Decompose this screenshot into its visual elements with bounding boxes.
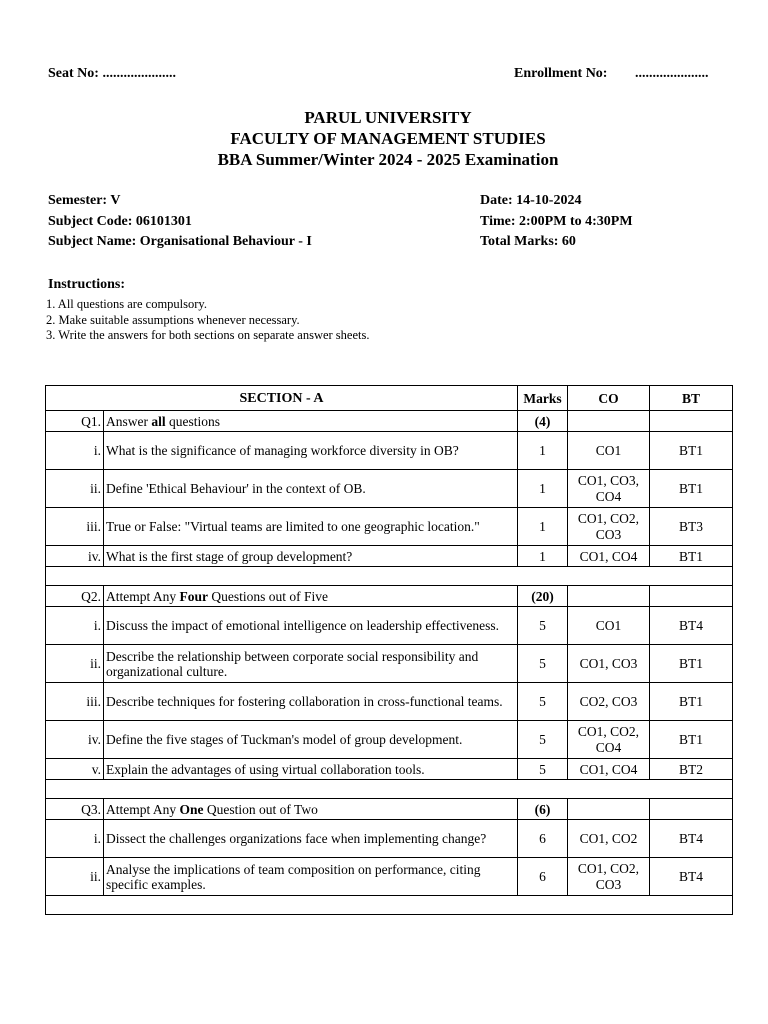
- table-row: [46, 508, 733, 546]
- bt-cell: BT3: [650, 508, 733, 546]
- table-row: [46, 607, 733, 645]
- question-marks: (6): [518, 799, 568, 820]
- sub-question-text: Explain the advantages of using virtual collaboration tools.: [104, 759, 518, 780]
- table-row: [46, 820, 733, 858]
- table-row: [46, 432, 733, 470]
- co-cell: CO1, CO4: [568, 759, 650, 780]
- marks-cell: 5: [518, 683, 568, 721]
- sub-question-text: What is the first stage of group development?: [104, 546, 518, 567]
- question-header-row: [46, 799, 733, 820]
- sub-question-number: iii.: [46, 683, 104, 721]
- seat-dots: .....................: [102, 66, 176, 81]
- seat-number-field: [48, 66, 176, 82]
- subject-code: Subject Code: 06101301: [48, 214, 192, 229]
- table-row: [46, 470, 733, 508]
- marks-cell: 1: [518, 508, 568, 546]
- sub-question-number: ii.: [46, 858, 104, 896]
- sub-question-number: i.: [46, 607, 104, 645]
- faculty-title: FACULTY OF MANAGEMENT STUDIES: [230, 129, 546, 148]
- table-row: [46, 683, 733, 721]
- exam-date: Date: 14-10-2024: [480, 193, 582, 208]
- bt-cell: BT1: [650, 683, 733, 721]
- bt-cell: BT1: [650, 721, 733, 759]
- instructions-list: [46, 297, 369, 344]
- sub-question-text: Describe techniques for fostering collaboration in cross-functional teams.: [104, 683, 518, 721]
- co-cell: CO1, CO2, CO3: [568, 858, 650, 896]
- sub-question-text: What is the significance of managing workforce diversity in OB?: [104, 432, 518, 470]
- table-row: [46, 858, 733, 896]
- question-marks: (4): [518, 411, 568, 432]
- instruction-item: 2. Make suitable assumptions whenever necessary.: [46, 312, 300, 327]
- enrollment-number-field: [514, 66, 708, 82]
- marks-cell: 5: [518, 759, 568, 780]
- marks-cell: 1: [518, 470, 568, 508]
- question-table: [45, 385, 733, 915]
- sub-question-number: iv.: [46, 721, 104, 759]
- marks-cell: 5: [518, 645, 568, 683]
- subject-name: Subject Name: Organisational Behaviour - I: [48, 234, 312, 249]
- semester: Semester: V: [48, 193, 121, 208]
- bt-cell: BT4: [650, 858, 733, 896]
- table-row: [46, 721, 733, 759]
- seat-label: Seat No:: [48, 66, 99, 81]
- co-cell: CO1, CO2, CO4: [568, 721, 650, 759]
- bt-cell: BT1: [650, 432, 733, 470]
- question-number: Q3.: [46, 799, 104, 820]
- question-header-row: [46, 586, 733, 607]
- sub-question-text: Dissect the challenges organizations face when implementing change?: [104, 820, 518, 858]
- sub-question-number: ii.: [46, 470, 104, 508]
- total-marks: Total Marks: 60: [480, 234, 576, 249]
- marks-cell: 6: [518, 820, 568, 858]
- question-instruction: Attempt Any One Question out of Two: [104, 799, 518, 820]
- exam-time: Time: 2:00PM to 4:30PM: [480, 214, 633, 229]
- enrollment-label: Enrollment No:: [514, 66, 608, 81]
- exam-title: BBA Summer/Winter 2024 - 2025 Examination: [217, 150, 559, 169]
- sub-question-text: Analyse the implications of team composition on performance, citing specific examples.: [104, 858, 518, 896]
- co-cell: CO1: [568, 432, 650, 470]
- bt-cell: BT4: [650, 607, 733, 645]
- sub-question-number: iv.: [46, 546, 104, 567]
- co-cell: CO1, CO3, CO4: [568, 470, 650, 508]
- bt-cell: BT1: [650, 470, 733, 508]
- co-header: CO: [568, 386, 650, 411]
- instructions-heading: Instructions:: [48, 277, 126, 292]
- spacer-row: [46, 780, 733, 799]
- sub-question-number: ii.: [46, 645, 104, 683]
- sub-question-text: Define the five stages of Tuckman's model of group development.: [104, 721, 518, 759]
- spacer-row: [46, 896, 733, 915]
- co-cell: CO1, CO2, CO3: [568, 508, 650, 546]
- co-cell: CO1, CO2: [568, 820, 650, 858]
- sub-question-number: i.: [46, 820, 104, 858]
- instruction-item: 1. All questions are compulsory.: [46, 297, 207, 311]
- co-cell: CO1, CO3: [568, 645, 650, 683]
- university-title: PARUL UNIVERSITY: [304, 108, 472, 127]
- marks-header: Marks: [518, 386, 568, 411]
- question-instruction: Attempt Any Four Questions out of Five: [104, 586, 518, 607]
- question-number: Q1.: [46, 411, 104, 432]
- instruction-item: 3. Write the answers for both sections on separate answer sheets.: [46, 328, 370, 342]
- table-row: [46, 645, 733, 683]
- bt-cell: BT1: [650, 645, 733, 683]
- sub-question-number: iii.: [46, 508, 104, 546]
- table-row: [46, 546, 733, 567]
- bt-cell: BT1: [650, 546, 733, 567]
- section-title: SECTION - A: [46, 386, 518, 411]
- question-instruction: Answer all questions: [104, 411, 518, 432]
- co-cell: CO2, CO3: [568, 683, 650, 721]
- marks-cell: 1: [518, 546, 568, 567]
- marks-cell: 5: [518, 607, 568, 645]
- question-marks: (20): [518, 586, 568, 607]
- question-header-row: [46, 411, 733, 432]
- bt-header: BT: [650, 386, 733, 411]
- sub-question-number: i.: [46, 432, 104, 470]
- bt-cell: BT2: [650, 759, 733, 780]
- sub-question-text: Discuss the impact of emotional intelligence on leadership effectiveness.: [104, 607, 518, 645]
- enrollment-dots: .....................: [634, 66, 709, 81]
- marks-cell: 1: [518, 432, 568, 470]
- sub-question-number: v.: [46, 759, 104, 780]
- marks-cell: 6: [518, 858, 568, 896]
- table-row: [46, 759, 733, 780]
- co-cell: CO1, CO4: [568, 546, 650, 567]
- spacer-row: [46, 567, 733, 586]
- sub-question-text: Define 'Ethical Behaviour' in the context of OB.: [104, 470, 518, 508]
- sub-question-text: True or False: "Virtual teams are limited to one geographic location.": [104, 508, 518, 546]
- question-number: Q2.: [46, 586, 104, 607]
- bt-cell: BT4: [650, 820, 733, 858]
- table-header-row: [46, 386, 733, 411]
- sub-question-text: Describe the relationship between corporate social responsibility and organizational culture.: [104, 645, 518, 683]
- marks-cell: 5: [518, 721, 568, 759]
- co-cell: CO1: [568, 607, 650, 645]
